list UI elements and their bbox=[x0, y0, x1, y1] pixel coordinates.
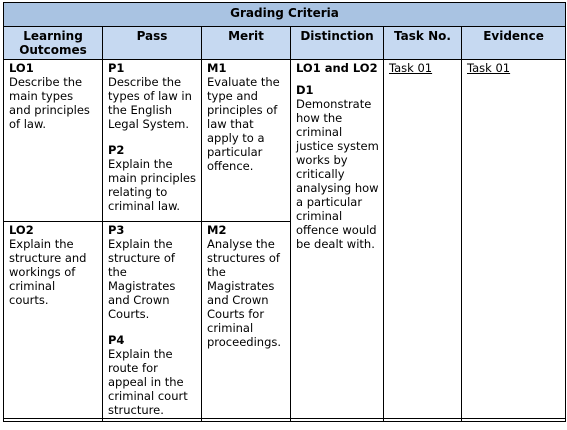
distinction-cell bbox=[291, 60, 384, 419]
merit-cell bbox=[202, 60, 291, 222]
distinction-scope: LO1 and LO2 bbox=[296, 61, 378, 75]
table-row bbox=[4, 419, 566, 422]
evidence-link[interactable]: Task 01 bbox=[467, 61, 511, 75]
lo-code: LO2 bbox=[9, 223, 34, 237]
pass-code: P1 bbox=[108, 61, 125, 75]
merit-text: Evaluate the type and principles of law that apply to a particular offence. bbox=[207, 75, 280, 173]
grading-criteria-table bbox=[3, 2, 566, 422]
pass-text: Explain the structure of the Magistrates and Crown Courts. bbox=[108, 237, 176, 321]
merit-code: M1 bbox=[207, 61, 227, 75]
lo-code: LO1 bbox=[9, 61, 34, 75]
task-no-link[interactable]: Task 01 bbox=[389, 61, 433, 75]
merit-cell bbox=[202, 222, 291, 419]
table-title: Grading Criteria bbox=[4, 3, 566, 27]
distinction-code: D1 bbox=[296, 83, 314, 97]
pass-code: P2 bbox=[108, 143, 125, 157]
header-learning-outcomes: Learning Outcomes bbox=[4, 27, 103, 60]
task-no-cell bbox=[384, 60, 462, 419]
header-task-no: Task No. bbox=[384, 27, 462, 60]
merit-text: Analyse the structures of the Magistrates and Crown Courts for criminal proceedings. bbox=[207, 237, 282, 349]
header-merit: Merit bbox=[202, 27, 291, 60]
evidence-cell bbox=[462, 60, 566, 419]
pass-code: P4 bbox=[108, 333, 125, 347]
header-distinction: Distinction bbox=[291, 27, 384, 60]
pass-text: Explain the route for appeal in the criminal court structure. bbox=[108, 347, 188, 417]
pass-cell bbox=[103, 60, 202, 222]
lo-text: Explain the structure and workings of criminal courts. bbox=[9, 237, 87, 307]
table-row bbox=[4, 60, 566, 222]
learning-outcome-cell bbox=[4, 222, 103, 419]
merit-code: M2 bbox=[207, 223, 227, 237]
pass-cell bbox=[103, 222, 202, 419]
pass-text: Explain the main principles relating to criminal law. bbox=[108, 157, 196, 213]
pass-code: P3 bbox=[108, 223, 125, 237]
distinction-text: Demonstrate how the criminal justice system works by critically analysing how a particular criminal offence would be dealt with. bbox=[296, 97, 379, 251]
header-evidence: Evidence bbox=[462, 27, 566, 60]
pass-text: Describe the types of law in the English Legal System. bbox=[108, 75, 192, 131]
lo-text: Describe the main types and principles of law. bbox=[9, 75, 90, 131]
header-pass: Pass bbox=[103, 27, 202, 60]
learning-outcome-cell bbox=[4, 60, 103, 222]
